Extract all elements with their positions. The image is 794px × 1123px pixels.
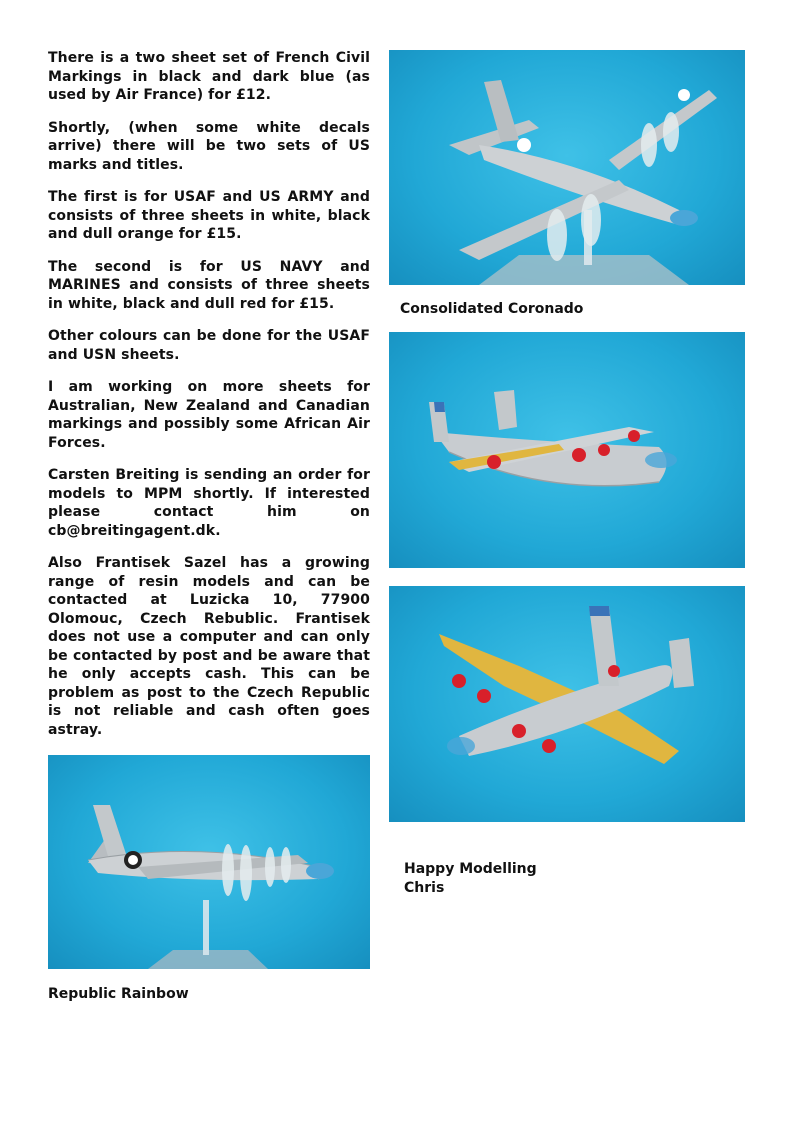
paragraph-other-colours: Other colours can be done for the USAF and USN sheets. xyxy=(48,328,370,363)
paragraph-navy-marines: The second is for US NAVY and MARINES and consists of three sheets in white, black and dull red for £15. xyxy=(48,258,370,312)
caption-consolidated-coronado: Consolidated Coronado xyxy=(400,301,584,317)
signoff xyxy=(404,860,537,898)
photo-republic-rainbow xyxy=(48,755,370,969)
paragraph-carsten-breiting: Carsten Breiting is sending an order for models to MPM shortly. If interested please contact him on cb@breitingagent.dk. xyxy=(48,467,370,539)
paragraph-usaf-army: The first is for USAF and US ARMY and consists of three sheets in white, black and dull orange for £15. xyxy=(48,189,370,242)
paragraph-us-marks: Shortly, (when some white decals arrive) there will be two sets of US marks and titles. xyxy=(48,119,370,173)
airplane-model-flying-boat-side-image xyxy=(389,332,745,568)
paragraph-frantisek-sazel: Also Frantisek Sazel has a growing range of resin models and can be contacted at Luzicka 10, 77900 Olomouc, Czech Rebublic. Frantisek does not use a computer and can only be contacted by post and be aware that he only accepts cash. This can be problem as post to the Czech Republic is not reliable and cash often goes astray. xyxy=(48,555,370,738)
signoff-greeting: Happy Modelling xyxy=(404,861,537,877)
photo-flying-boat-top xyxy=(389,586,745,822)
paragraph-more-sheets: I am working on more sheets for Australian, New Zealand and Canadian markings and possibly some African Air Forces. xyxy=(48,379,370,451)
airplane-model-rainbow-image xyxy=(48,755,370,969)
paragraph-french-markings: There is a two sheet set of French Civil Markings in black and dark blue (as used by Air France) for £12. xyxy=(48,50,370,103)
airplane-model-coronado-image xyxy=(389,50,745,285)
airplane-model-flying-boat-top-image xyxy=(389,586,745,822)
photo-consolidated-coronado xyxy=(389,50,745,285)
caption-republic-rainbow: Republic Rainbow xyxy=(48,986,189,1002)
photo-flying-boat-side xyxy=(389,332,745,568)
signoff-author: Chris xyxy=(404,880,445,896)
article-text xyxy=(48,49,370,804)
